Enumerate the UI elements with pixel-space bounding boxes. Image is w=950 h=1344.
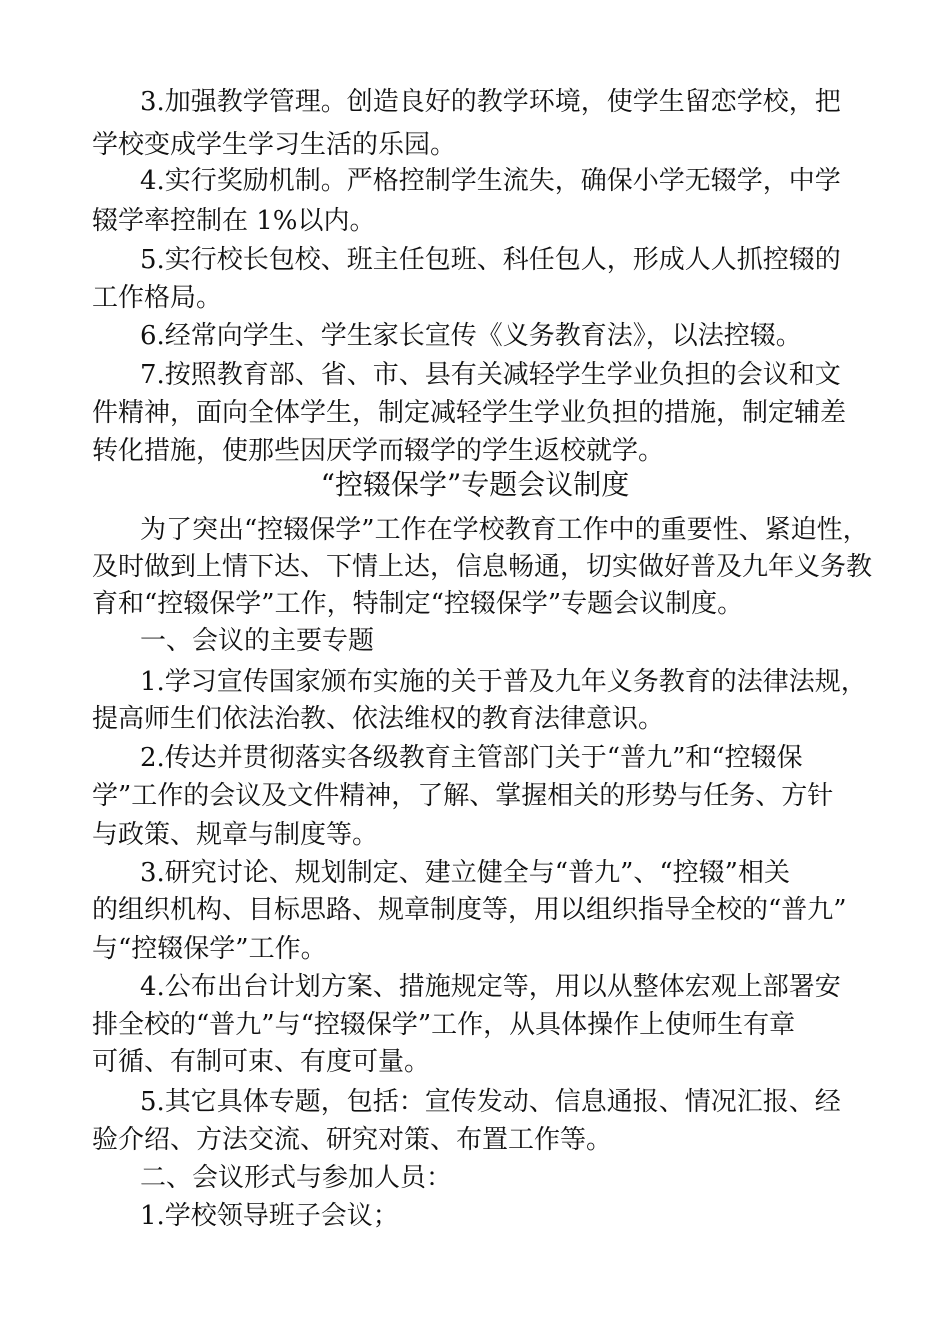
paragraph-line: 排全校的“普九”与“控辍保学”工作，从具体操作上使师生有章 — [92, 1010, 796, 1040]
paragraph-line: 转化措施，使那些因厌学而辍学的学生返校就学。 — [92, 436, 665, 466]
paragraph-line: 5.其它具体专题，包括：宣传发动、信息通报、情况汇报、经 — [140, 1087, 841, 1117]
paragraph-line: 3.加强教学管理。创造良好的教学环境，使学生留恋学校，把 — [140, 87, 841, 117]
paragraph-line: 育和“控辍保学”工作，特制定“控辍保学”专题会议制度。 — [92, 589, 744, 619]
section-title: “控辍保学”专题会议制度 — [320, 468, 630, 501]
paragraph-line: 2.传达并贯彻落实各级教育主管部门关于“普九”和“控辍保 — [140, 743, 803, 773]
paragraph-line: 件精神，面向全体学生，制定减轻学生学业负担的措施，制定辅差 — [92, 398, 847, 428]
section-heading: 二、会议形式与参加人员： — [140, 1163, 453, 1193]
paragraph-line: 3.研究讨论、规划制定、建立健全与“普九”、“控辍”相关 — [140, 858, 790, 888]
paragraph-line: 及时做到上情下达、下情上达，信息畅通，切实做好普及九年义务教 — [92, 552, 873, 582]
paragraph-line: 学”工作的会议及文件精神，了解、掌握相关的形势与任务、方针 — [92, 781, 834, 811]
paragraph-line: 与“控辍保学”工作。 — [92, 934, 327, 964]
paragraph-line: 4.实行奖励机制。严格控制学生流失，确保小学无辍学，中学 — [140, 166, 841, 196]
paragraph-line: 7.按照教育部、省、市、县有关减轻学生学业负担的会议和文 — [140, 360, 841, 390]
paragraph-line: 学校变成学生学习生活的乐园。 — [92, 130, 457, 160]
paragraph-line: 1.学校领导班子会议； — [140, 1201, 399, 1231]
paragraph-line: 1.学习宣传国家颁布实施的关于普及九年义务教育的法律法规， — [140, 667, 867, 697]
section-heading: 一、会议的主要专题 — [140, 626, 375, 656]
paragraph-line: 提高师生们依法治教、依法维权的教育法律意识。 — [92, 704, 665, 734]
paragraph-line: 6.经常向学生、学生家长宣传《义务教育法》，以法控辍。 — [140, 321, 802, 351]
paragraph-line: 为了突出“控辍保学”工作在学校教育工作中的重要性、紧迫性， — [140, 515, 869, 545]
paragraph-line: 与政策、规章与制度等。 — [92, 820, 379, 850]
paragraph-line: 辍学率控制在 1%以内。 — [92, 206, 376, 236]
paragraph-line: 5.实行校长包校、班主任包班、科任包人，形成人人抓控辍的 — [140, 245, 841, 275]
paragraph-line: 的组织机构、目标思路、规章制度等，用以组织指导全校的“普九” — [92, 895, 847, 925]
paragraph-line: 验介绍、方法交流、研究对策、布置工作等。 — [92, 1125, 613, 1155]
paragraph-line: 工作格局。 — [92, 283, 223, 313]
paragraph-line: 可循、有制可束、有度可量。 — [92, 1047, 431, 1077]
paragraph-line: 4.公布出台计划方案、措施规定等，用以从整体宏观上部署安 — [140, 972, 841, 1002]
